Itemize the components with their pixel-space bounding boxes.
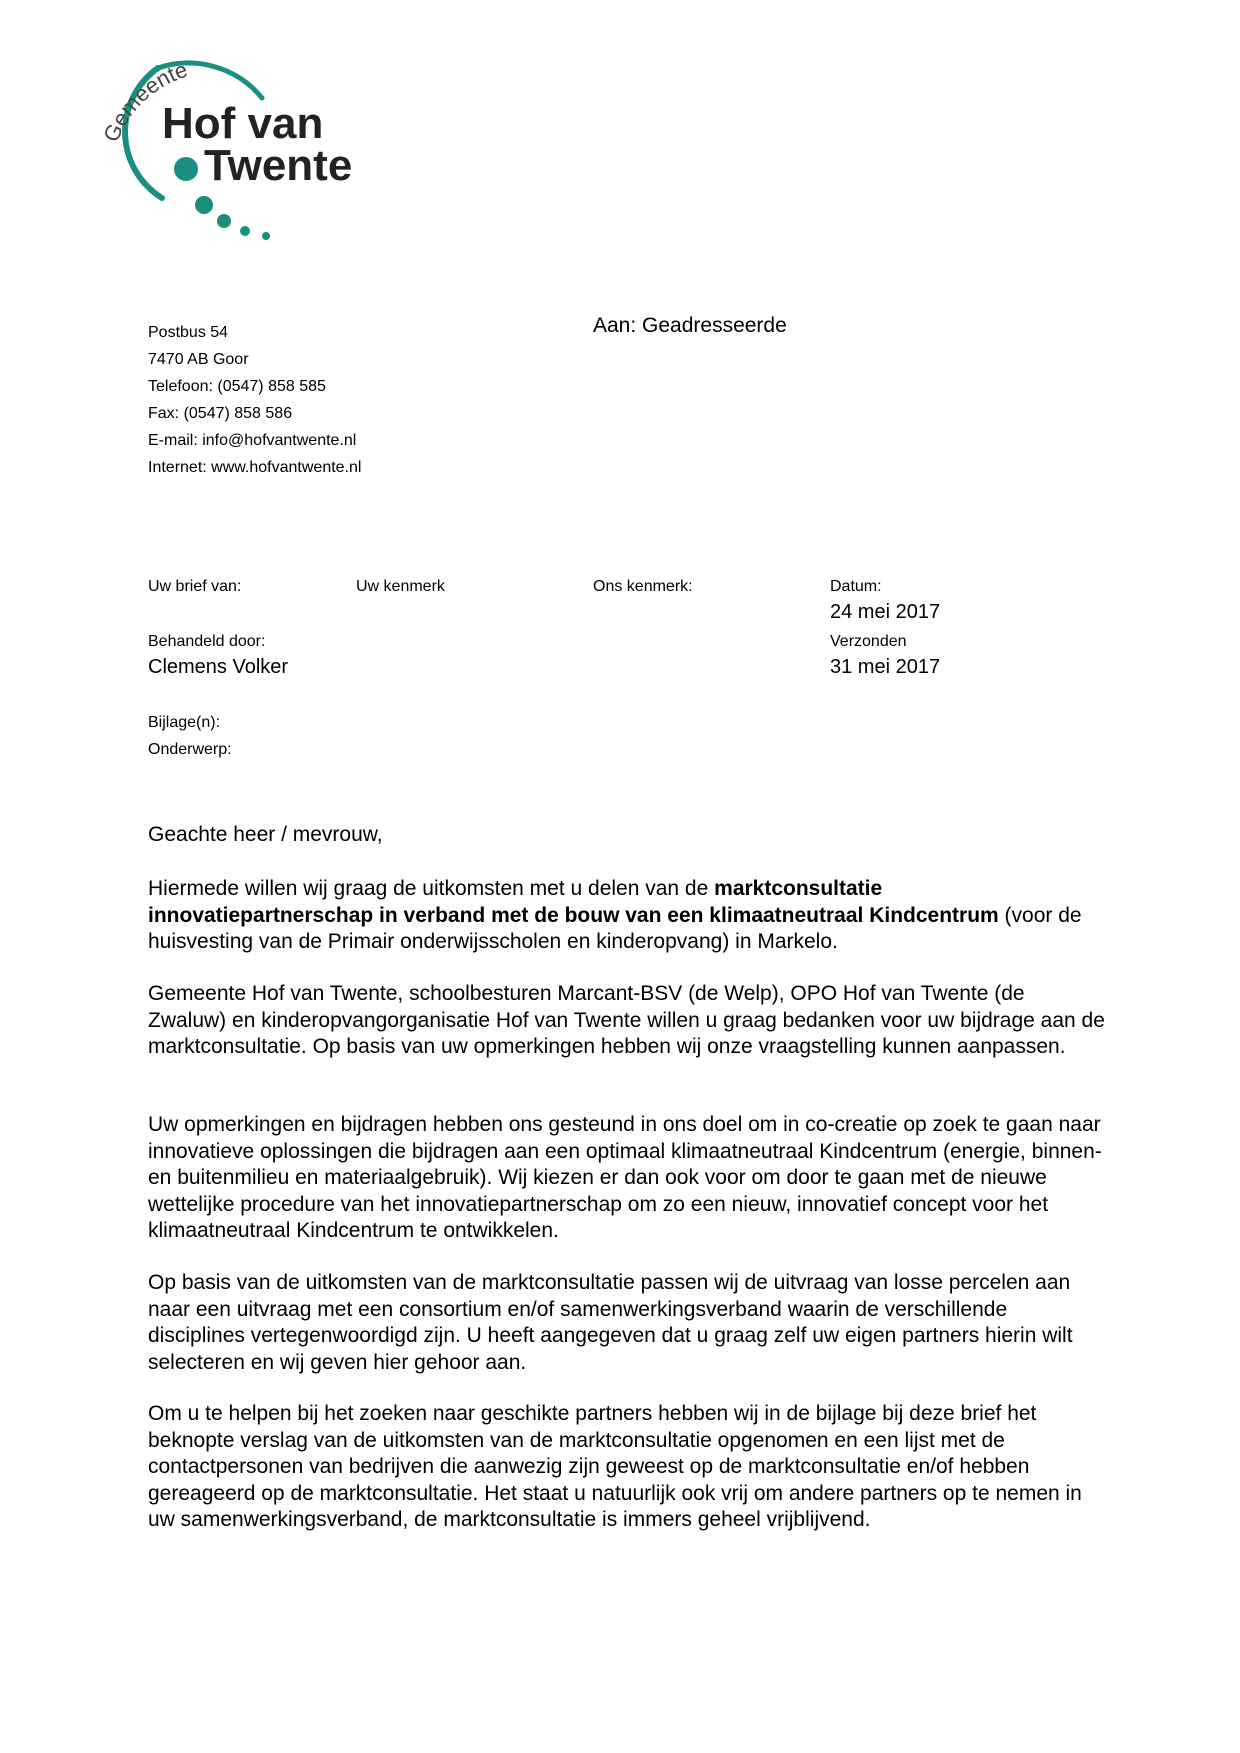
datum-label: Datum:	[830, 578, 882, 595]
logo-dot	[240, 226, 250, 236]
logo-dot	[217, 214, 231, 228]
behandeld-value: Clemens Volker	[148, 656, 289, 678]
verzonden-value: 31 mei 2017	[830, 656, 941, 678]
address-line: Internet: www.hofvantwente.nl	[148, 459, 362, 476]
address-line: E-mail: info@hofvantwente.nl	[148, 432, 357, 449]
behandeld-label: Behandeld door:	[148, 633, 266, 650]
logo-arc-text: Gemeente	[100, 56, 191, 146]
address-line: Postbus 54	[148, 324, 229, 341]
recipient: Aan: Geadresseerde	[593, 314, 787, 337]
logo-line-2: Twente	[204, 141, 353, 190]
paragraph-2: Gemeente Hof van Twente, schoolbesturen Marcant-BSV (de Welp), OPO Hof van Twente (de Zwaluw) en kinderopvangorganisatie Hof van Twente willen u graag bedanken voor uw bijdrage aan de marktconsultatie. Op basis van uw opmerkingen hebben wij onze vraagstelling kunnen aanpassen.	[148, 982, 1105, 1058]
paragraph-1-intro: Hiermede willen wij graag de uitkomsten met u delen van de	[148, 877, 715, 900]
bijlage-label: Bijlage(n):	[148, 714, 221, 731]
uw-kenmerk-label: Uw kenmerk	[356, 578, 445, 595]
sender-address	[148, 319, 361, 481]
onderwerp-label: Onderwerp:	[148, 741, 232, 758]
salutation: Geachte heer / mevrouw,	[148, 823, 383, 846]
address-line: Fax: (0547) 858 586	[148, 405, 293, 422]
verzonden-label: Verzonden	[830, 633, 907, 650]
paragraph-5: Om u te helpen bij het zoeken naar geschikte partners hebben wij in de bijlage bij deze brief het beknopte verslag van de uitkomsten van de marktconsultatie opgenomen en een lijst met de contactpersonen van bedrijven die aanwezig zijn geweest op de marktconsultatie en/of hebben gereageerd op de marktconsultatie. Het staat u natuurlijk ook vrij om andere partners op te nemen in uw samenwerkingsverband, de marktconsultatie is immers geheel vrijblijvend.	[148, 1402, 1082, 1531]
paragraph-1	[148, 876, 1108, 956]
address-line: Telefoon: (0547) 858 585	[148, 378, 326, 395]
paragraph-4: Op basis van de uitkomsten van de marktconsultatie passen wij de uitvraag van losse percelen aan naar een uitvraag met een consortium en/of samenwerkingsverband waarin de verschillende disciplines vertegenwoordigd zijn. U heeft aangegeven dat u graag zelf uw eigen partners hierin wilt selecteren en wij geven hier gehoor aan.	[148, 1271, 1073, 1374]
uw-brief-label: Uw brief van:	[148, 578, 242, 595]
logo-dot	[174, 157, 198, 181]
logo-line-1: Hof van	[162, 99, 324, 148]
paragraph-3: Uw opmerkingen en bijdragen hebben ons gesteund in ons doel om in co-creatie op zoek te gaan naar innovatieve oplossingen die bijdragen aan een optimaal klimaatneutraal Kindcentrum (energie, binnen- en buitenmilieu en materiaalgebruik). Wij kiezen er dan ook voor om door te gaan met de nieuwe wettelijke procedure van het innovatiepartnerschap om zo een nieuw, innovatief concept voor het klimaatneutraal Kindcentrum te ontwikkelen.	[148, 1113, 1102, 1242]
ons-kenmerk-label: Ons kenmerk:	[593, 578, 693, 595]
logo-dot	[262, 232, 270, 240]
address-line: 7470 AB Goor	[148, 351, 249, 368]
logo-dot	[195, 196, 213, 214]
municipality-logo	[100, 48, 400, 248]
logo-graphic	[100, 48, 400, 248]
paragraph-1-bold: marktconsultatie innovatiepartnerschap in verband met de bouw van een klimaatneutraal Kindcentrum	[148, 877, 999, 927]
datum-value: 24 mei 2017	[830, 601, 941, 623]
paragraph-1-rest: (voor de huisvesting van de Primair onderwijsscholen en kinderopvang) in Markelo.	[148, 903, 1082, 953]
